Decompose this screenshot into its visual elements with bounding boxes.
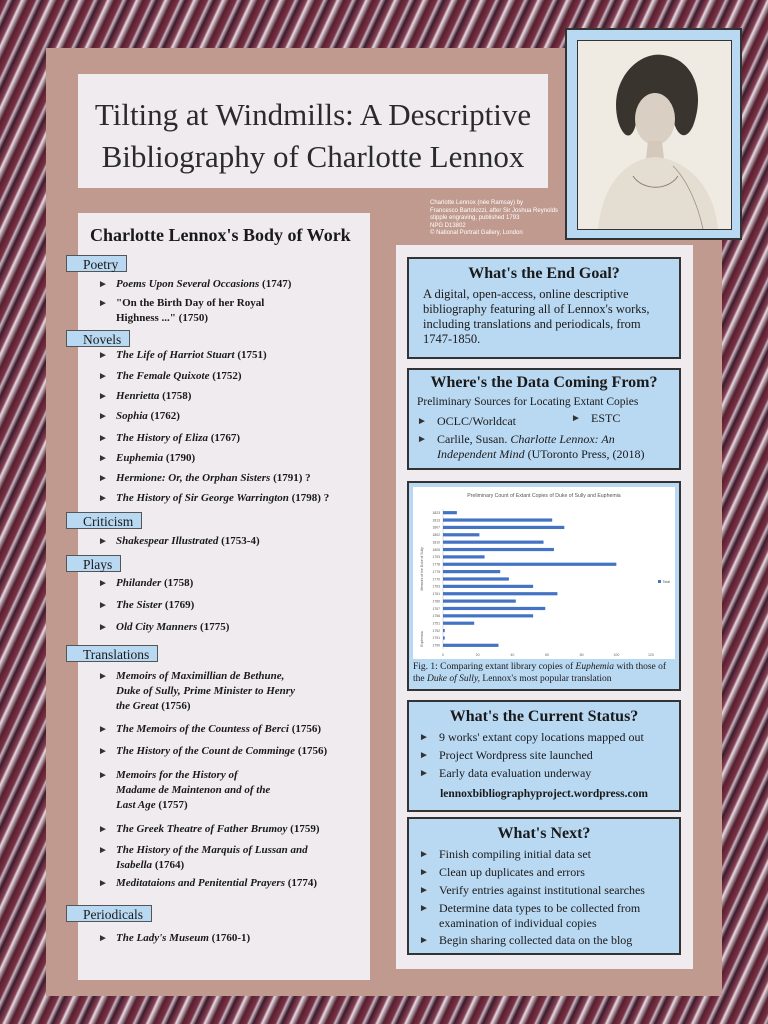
source-text: (UToronto Press, (2018) xyxy=(524,447,645,461)
arrow-icon: ► xyxy=(98,600,108,611)
work-title: The Lady's Museum xyxy=(116,932,209,944)
y-tick-label: 1770 xyxy=(432,577,440,582)
work-item xyxy=(98,931,348,946)
arrow-icon: ► xyxy=(417,416,427,427)
data-source-heading: Where's the Data Coming From? xyxy=(430,374,658,391)
next-heading: What's Next? xyxy=(497,825,591,842)
portrait-image xyxy=(577,40,732,230)
work-year: (1752) xyxy=(209,370,242,382)
next-text: Verify entries against institutional searches xyxy=(439,883,645,897)
work-year: (1798) ? xyxy=(288,492,330,504)
work-item xyxy=(98,431,348,446)
category-periodicals: Periodicals xyxy=(66,905,152,922)
work-year: (1764) xyxy=(152,859,185,871)
legend-swatch xyxy=(658,580,661,583)
status-item xyxy=(419,730,644,745)
work-item xyxy=(98,822,363,837)
bar xyxy=(443,585,533,588)
arrow-icon: ► xyxy=(419,849,429,860)
work-year: (1756) xyxy=(158,700,191,712)
bar xyxy=(443,607,545,610)
credit-line: © National Portrait Gallery, London xyxy=(430,230,523,236)
figure-caption xyxy=(413,661,677,685)
next-box xyxy=(407,817,681,955)
arrow-icon: ► xyxy=(98,453,108,464)
next-item xyxy=(419,883,645,898)
title-line-2: Bibliography of Charlotte Lennox xyxy=(101,139,525,174)
next-text: Begin sharing collected data on the blog xyxy=(439,933,633,947)
source-text: ESTC xyxy=(591,411,621,425)
y-tick-label: 1807 xyxy=(432,525,440,530)
arrow-icon: ► xyxy=(98,878,108,889)
group-label: Memoirs of the Duke of Sully xyxy=(420,547,424,591)
work-year: (1757) xyxy=(155,799,188,811)
status-text: Project Wordpress site launched xyxy=(439,748,593,762)
next-text: Clean up duplicates and errors xyxy=(439,865,585,879)
work-title: Hermione: Or, the Orphan Sisters xyxy=(116,472,271,484)
group-label: Euphemia xyxy=(420,631,424,647)
work-item xyxy=(98,491,368,506)
x-tick-label: 20 xyxy=(475,653,480,657)
arrow-icon: ► xyxy=(419,750,429,761)
work-item xyxy=(98,722,363,737)
arrow-icon: ► xyxy=(98,724,108,735)
source-item xyxy=(417,432,667,462)
work-year: (1791) ? xyxy=(270,472,311,484)
credit-line: Francesco Bartolozzi, after Sir Joshua Reynolds xyxy=(430,207,559,214)
y-tick-label: 1751 xyxy=(432,621,440,626)
status-heading: What's the Current Status? xyxy=(449,708,639,725)
title-box xyxy=(78,74,548,188)
credit-line: stipple engraving, published 1793 xyxy=(430,215,520,221)
caption-text: with those of the xyxy=(413,662,667,684)
y-tick-label: 1756 xyxy=(432,614,440,619)
work-title: Old City Manners xyxy=(116,621,198,633)
work-title: The Female Quixote xyxy=(116,370,210,382)
x-tick-label: 40 xyxy=(510,653,515,657)
credit-line: Charlotte Lennox (née Ramsay) by xyxy=(430,200,524,206)
work-title: The Greek Theatre of Father Brumoy xyxy=(116,823,288,835)
bar xyxy=(443,577,509,580)
work-title: The History of the Marquis of Lussan and Isabella xyxy=(116,844,308,871)
credit-line: NPG D13802 xyxy=(430,222,466,229)
y-tick-label: 1810 xyxy=(432,540,440,545)
y-tick-label: 1775 xyxy=(432,569,440,574)
arrow-icon: ► xyxy=(98,391,108,402)
bar xyxy=(443,636,445,639)
source-text: OCLC/Worldcat xyxy=(437,414,517,428)
arrow-icon: ► xyxy=(98,473,108,484)
bar xyxy=(443,622,474,625)
bar xyxy=(443,526,564,529)
next-item xyxy=(419,933,632,948)
chart-title: Preliminary Count of Extant Copies of Duke of Sully and Euphemia xyxy=(467,493,621,499)
category-criticism: Criticism xyxy=(66,512,142,529)
arrow-icon: ► xyxy=(98,845,108,856)
work-year: (1760-1) xyxy=(208,932,251,944)
work-year: (1767) xyxy=(207,432,241,444)
y-tick-label: 1823 xyxy=(432,510,440,515)
x-tick-label: 120 xyxy=(648,653,654,657)
arrow-icon: ► xyxy=(417,434,427,445)
work-title: Meditataions and Penitential Prayers xyxy=(116,877,285,889)
work-title: The History of Eliza xyxy=(116,432,208,444)
work-item xyxy=(98,843,323,873)
y-tick-label: 1763 xyxy=(432,584,440,589)
y-tick-label: 1793 xyxy=(432,555,440,560)
data-source-box xyxy=(407,368,681,470)
status-item xyxy=(419,766,591,781)
work-year: (1758) xyxy=(161,577,194,589)
arrow-icon: ► xyxy=(98,411,108,422)
arrow-icon: ► xyxy=(98,433,108,444)
bar xyxy=(443,570,500,573)
arrow-icon: ► xyxy=(419,935,429,946)
work-item xyxy=(98,744,363,759)
arrow-icon: ► xyxy=(419,867,429,878)
bar xyxy=(443,600,516,603)
y-tick-label: 1813 xyxy=(432,518,440,523)
work-item xyxy=(98,534,348,549)
work-title: The Memoirs of the Countess of Berci xyxy=(116,723,289,735)
caption-text: Fig. 1: Comparing extant library copies of xyxy=(413,662,576,672)
work-year: (1759) xyxy=(287,823,320,835)
bar xyxy=(443,614,533,617)
work-item xyxy=(98,369,348,384)
arrow-icon: ► xyxy=(98,279,108,290)
work-item xyxy=(98,296,278,326)
category-plays: Plays xyxy=(66,555,121,572)
work-item xyxy=(98,389,348,404)
portrait-frame xyxy=(565,28,742,240)
next-text: Determine data types to be collected from examination of individual copies xyxy=(439,901,641,930)
arrow-icon: ► xyxy=(98,350,108,361)
y-tick-label: 1790 xyxy=(432,643,440,648)
bar xyxy=(443,511,457,514)
work-title: The History of the Count de Comminge xyxy=(116,745,296,757)
y-tick-label: 1778 xyxy=(432,562,440,567)
poster-title xyxy=(78,74,548,178)
source-item xyxy=(571,411,620,426)
work-title: Memoirs of Maximillian de Bethune, Duke of Sully, Prime Minister to Henry the Great xyxy=(116,670,295,712)
end-goal-box xyxy=(407,257,681,359)
source-text: Carlile, Susan. xyxy=(437,432,511,446)
source-title: Charlotte Lennox: An Independent Mind xyxy=(437,432,615,461)
project-url[interactable]: lennoxbibliographyproject.wordpress.com xyxy=(440,788,648,800)
arrow-icon: ► xyxy=(98,298,108,309)
arrow-icon: ► xyxy=(98,770,108,781)
bar xyxy=(443,548,554,551)
work-title: Memoirs for the History of Madame de Maintenon and of the Last Age xyxy=(116,769,271,811)
work-title: The Sister xyxy=(116,599,163,611)
arrow-icon: ► xyxy=(98,578,108,589)
source-item xyxy=(417,414,516,429)
work-item xyxy=(98,348,348,363)
work-year: (1774) xyxy=(284,877,318,889)
bar xyxy=(443,563,616,566)
bar xyxy=(443,555,485,558)
work-year: (1756) xyxy=(295,745,328,757)
work-year: (1750) xyxy=(175,312,208,324)
arrow-icon: ► xyxy=(419,903,429,914)
work-title: The History of Sir George Warrington xyxy=(116,492,289,504)
status-text: 9 works' extant copy locations mapped out xyxy=(439,730,644,744)
next-item xyxy=(419,901,674,931)
work-item xyxy=(98,277,328,292)
y-tick-label: 1802 xyxy=(432,533,440,538)
y-tick-label: 1791 xyxy=(432,636,440,641)
arrow-icon: ► xyxy=(98,493,108,504)
arrow-icon: ► xyxy=(98,371,108,382)
next-item xyxy=(419,847,591,862)
bar xyxy=(443,518,552,521)
x-tick-label: 80 xyxy=(579,653,584,657)
chart-area xyxy=(413,487,675,659)
work-title: Sophia xyxy=(116,410,148,422)
bar xyxy=(443,533,479,536)
bar xyxy=(443,644,498,647)
next-text: Finish compiling initial data set xyxy=(439,847,591,861)
work-item xyxy=(98,451,348,466)
work-item xyxy=(98,598,348,613)
work-year: (1775) xyxy=(197,621,230,633)
y-tick-label: 1760 xyxy=(432,599,440,604)
status-item xyxy=(419,748,593,763)
work-title: Shakespear Illustrated xyxy=(116,535,219,547)
work-year: (1751) xyxy=(234,349,267,361)
work-item xyxy=(98,620,348,635)
work-item xyxy=(98,876,363,891)
portrait-credit xyxy=(430,200,560,238)
work-item xyxy=(98,576,348,591)
work-title: Henrietta xyxy=(116,390,160,402)
y-tick-label: 1757 xyxy=(432,606,440,611)
bar xyxy=(443,592,557,595)
work-year: (1762) xyxy=(147,410,180,422)
legend-label: Total xyxy=(662,579,671,584)
work-year: (1747) xyxy=(259,278,292,290)
caption-title: Duke of Sully, xyxy=(426,674,481,684)
work-item xyxy=(98,669,298,714)
status-text: Early data evaluation underway xyxy=(439,766,592,780)
work-year: (1758) xyxy=(159,390,192,402)
end-goal-heading: What's the End Goal? xyxy=(468,265,620,282)
work-title: Poems Upon Several Occasions xyxy=(116,278,260,290)
work-year: (1790) xyxy=(163,452,196,464)
bar xyxy=(443,629,445,632)
bar-chart xyxy=(413,487,675,659)
work-title: The Life of Harriot Stuart xyxy=(116,349,235,361)
arrow-icon: ► xyxy=(98,824,108,835)
arrow-icon: ► xyxy=(98,933,108,944)
work-year: (1753-4) xyxy=(218,535,260,547)
x-tick-label: 0 xyxy=(442,653,444,657)
work-year: (1756) xyxy=(288,723,322,735)
work-item xyxy=(98,409,348,424)
arrow-icon: ► xyxy=(98,746,108,757)
arrow-icon: ► xyxy=(571,413,581,424)
x-tick-label: 60 xyxy=(545,653,549,657)
work-title: "On the Birth Day of her Royal Highness ..." xyxy=(116,297,265,324)
arrow-icon: ► xyxy=(419,732,429,743)
category-poetry: Poetry xyxy=(66,255,127,272)
work-item xyxy=(98,768,278,813)
arrow-icon: ► xyxy=(419,768,429,779)
arrow-icon: ► xyxy=(98,536,108,547)
end-goal-text: A digital, open-access, online descriptive bibliography featuring all of Lennox's works, including translations and periodicals, from 1747-1850. xyxy=(423,287,650,346)
y-tick-label: 1805 xyxy=(432,547,440,552)
bar xyxy=(443,541,544,544)
chart-box xyxy=(407,481,681,691)
work-title: Euphemia xyxy=(116,452,164,464)
y-tick-label: 1761 xyxy=(432,592,440,597)
category-novels: Novels xyxy=(66,330,130,347)
arrow-icon: ► xyxy=(98,622,108,633)
body-of-work-heading: Charlotte Lennox's Body of Work xyxy=(90,225,351,245)
work-year: (1769) xyxy=(162,599,195,611)
data-source-subheading: Preliminary Sources for Locating Extant Copies xyxy=(417,396,639,408)
work-title: Philander xyxy=(116,577,162,589)
y-tick-label: 1792 xyxy=(432,628,440,633)
arrow-icon: ► xyxy=(98,671,108,682)
caption-text: Lennox's most popular translation xyxy=(480,674,612,684)
arrow-icon: ► xyxy=(419,885,429,896)
category-translations: Translations xyxy=(66,645,158,662)
title-line-1: Tilting at Windmills: A Descriptive xyxy=(94,97,532,132)
next-item xyxy=(419,865,585,880)
caption-title: Euphemia xyxy=(575,662,615,672)
status-box xyxy=(407,700,681,812)
x-tick-label: 100 xyxy=(613,653,620,657)
work-item xyxy=(98,471,364,486)
